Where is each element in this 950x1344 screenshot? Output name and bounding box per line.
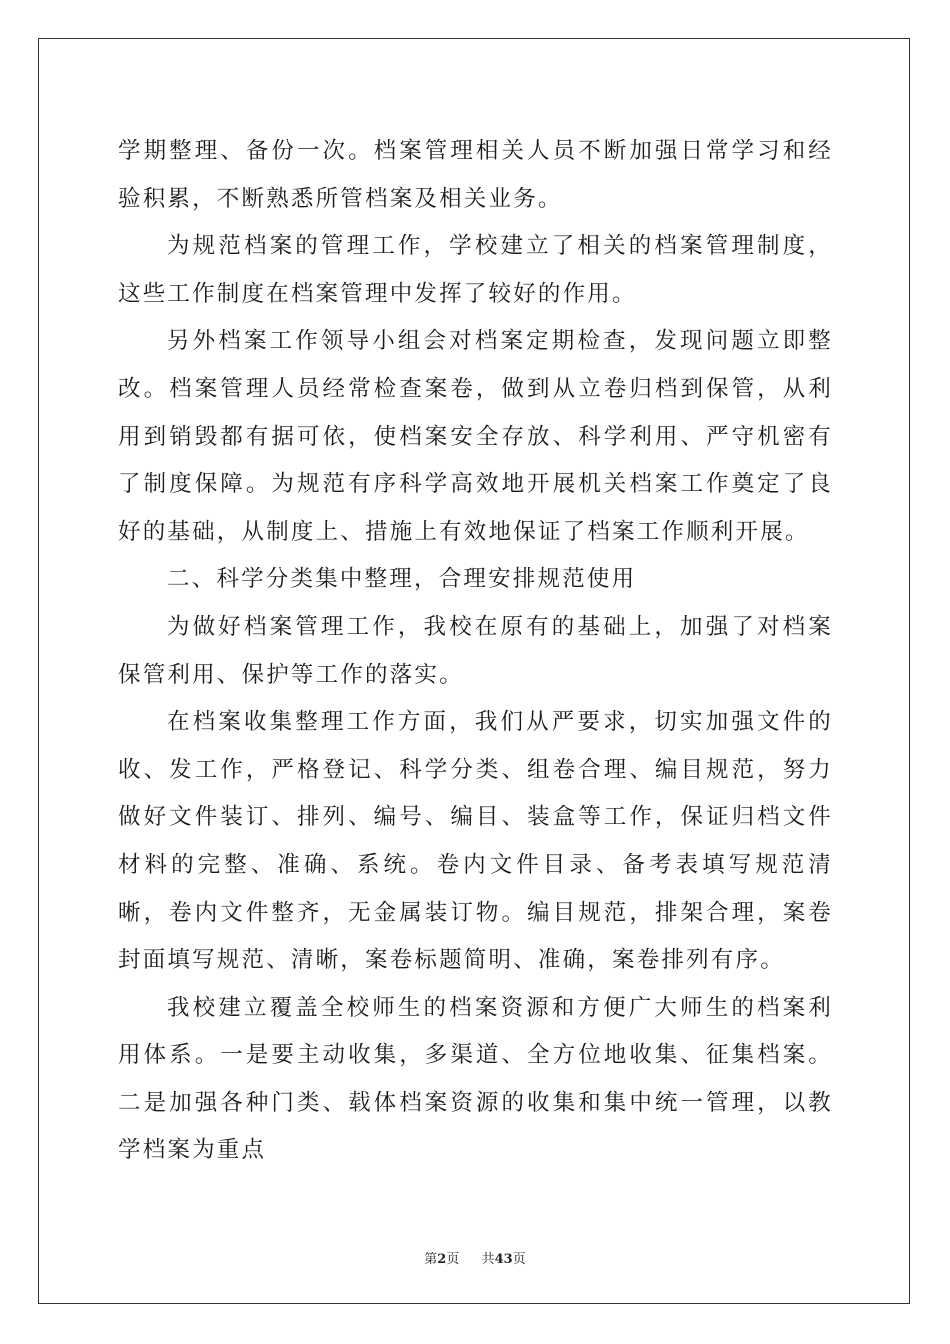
total-prefix: 共 — [481, 1252, 495, 1267]
section-heading: 二、科学分类集中整理，合理安排规范使用 — [167, 566, 637, 593]
paragraph-3: 另外档案工作领导小组会对档案定期检查，发现问题立即整改。档案管理人员经常检查案卷，做到从立卷归档到保管，从利用到销毁都有据可依，使档案安全存放、科学利用、严守机密有了制度保障。为规范有序科学高效地开展机关档案工作奠定了良好的基础，从制度上、措施上有效地保证了档案工作顺利开展。 — [118, 328, 833, 545]
page-footer — [0, 1248, 950, 1267]
total-pages: 43 — [494, 1252, 513, 1267]
page-prefix: 第 — [424, 1252, 438, 1267]
paragraph-5: 为做好档案管理工作，我校在原有的基础上，加强了对档案保管利用、保护等工作的落实。 — [118, 613, 833, 688]
paragraph-7: 我校建立覆盖全校师生的档案资源和方便广大师生的档案利用体系。一是要主动收集，多渠道、全方位地收集、征集档案。二是加强各种门类、载体档案资源的收集和集中统一管理，以教学档案为重点 — [118, 994, 833, 1164]
document-body — [118, 128, 833, 1175]
paragraph-6: 在档案收集整理工作方面，我们从严要求，切实加强文件的收、发工作，严格登记、科学分类、组卷合理、编目规范，努力做好文件装订、排列、编号、编目、装盒等工作，保证归档文件材料的完整、准确、系统。卷内文件目录、备考表填写规范清晰，卷内文件整齐，无金属装订物。编目规范，排架合理，案卷封面填写规范、清晰，案卷标题简明、准确，案卷排列有序。 — [118, 709, 833, 974]
paragraph-2: 为规范档案的管理工作，学校建立了相关的档案管理制度，这些工作制度在档案管理中发挥了较好的作用。 — [118, 233, 833, 307]
page-number: 2 — [437, 1252, 447, 1267]
page-suffix: 页 — [446, 1252, 460, 1267]
total-suffix: 页 — [512, 1252, 526, 1267]
paragraph-1: 学期整理、备份一次。档案管理相关人员不断加强日常学习和经验积累，不断熟悉所管档案及相关业务。 — [118, 138, 833, 212]
